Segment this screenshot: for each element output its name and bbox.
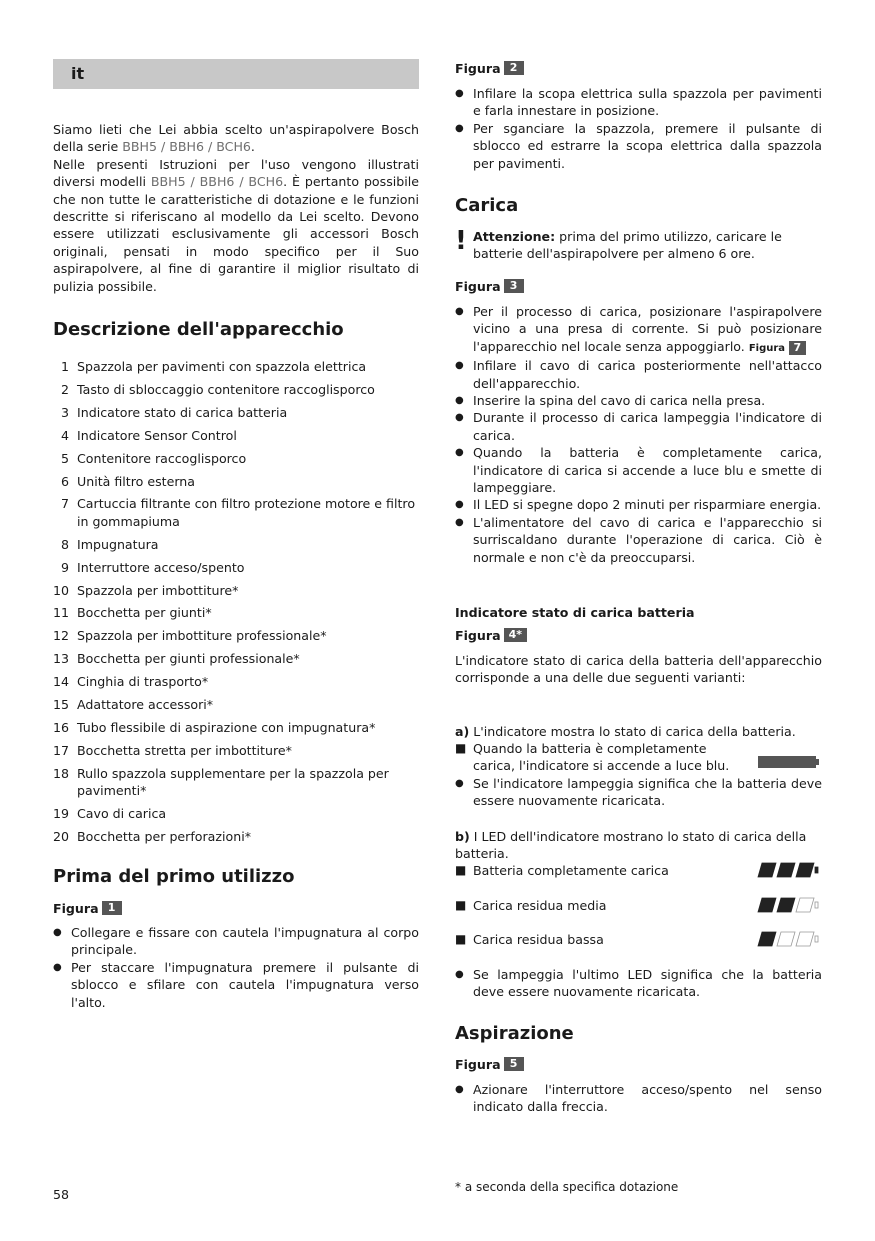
item-text: Bocchetta per perforazioni* <box>77 829 251 845</box>
led-segment-on <box>758 898 776 912</box>
parts-list-item <box>53 765 419 800</box>
parts-list-item <box>53 828 419 845</box>
item-number: 19 <box>53 806 70 822</box>
led-segment-on <box>758 863 776 877</box>
item-text: Cavo di carica <box>77 806 167 822</box>
item-number: 1 <box>60 359 69 374</box>
led-segment-on <box>777 898 795 912</box>
item-text: Spazzola per pavimenti con spazzola elettrica <box>77 359 367 374</box>
bullet-item: ● Se l'indicatore lampeggia significa che la batteria deve essere nuovamente ricaricata. <box>455 775 822 810</box>
aspirazione-bullets <box>455 1081 822 1116</box>
figure-number-box: 3 <box>504 279 524 293</box>
item-text: Adattatore accessori* <box>77 697 214 713</box>
led-segment-on <box>796 863 814 877</box>
item-text: Indicatore Sensor Control <box>77 427 237 443</box>
parts-list-item <box>53 805 419 822</box>
item-number: 2 <box>60 381 69 397</box>
parts-list-item <box>53 381 419 398</box>
item-number: 13 <box>53 651 70 667</box>
parts-list-item <box>53 696 419 713</box>
figure-label: Figura <box>455 61 501 76</box>
item-number: 12 <box>53 628 70 644</box>
variant-label: a) <box>455 724 470 739</box>
intro-p2-rest: . È pertanto possibile che non tutte le caratteristiche di dotazione e le funzioni descritte si riferiscano al modello da Lei scelto. Devono essere utilizzati esclusivamente gli accessori Bosch originali, pensati in modo specifico per il Suo aspirapolvere, al fine di garantire il miglior risultato di pulizia possibile. <box>53 174 420 294</box>
item-text: Contenitore raccoglisporco <box>77 450 247 466</box>
square-bullet-icon: ■ <box>455 863 467 877</box>
item-text: Indicatore stato di carica batteria <box>77 404 288 420</box>
page-number: 58 <box>53 1187 70 1202</box>
battery-tip <box>816 759 819 765</box>
parts-list-item <box>53 673 419 690</box>
battery-tip <box>815 867 818 873</box>
parts-list-item <box>53 495 419 530</box>
figure-label: Figura <box>53 901 99 916</box>
warning-label: Attenzione: <box>473 229 556 244</box>
figure-ref-1 <box>53 900 419 917</box>
item-text: Tubo flessibile di aspirazione con impugnatura* <box>77 720 376 735</box>
figure-number-box: 1 <box>102 901 122 915</box>
figure-label: Figura <box>455 1057 501 1072</box>
parts-list-item <box>53 582 419 599</box>
footnote: * a seconda della specifica dotazione <box>455 1180 679 1194</box>
bullet-item: ● Quando la batteria è completamente carica, l'indicatore di carica si accende a luce blu e smette di lampeggiare. <box>455 444 822 496</box>
item-text: Rullo spazzola supplementare per la spazzola per pavimenti* <box>77 765 389 799</box>
warning-text <box>455 228 822 263</box>
figure-ref-4 <box>455 627 822 644</box>
parts-list-item <box>53 604 419 621</box>
item-number: 9 <box>60 559 69 575</box>
battery-indicator-blue <box>758 755 818 769</box>
section-title-prima: Prima del primo utilizzo <box>53 866 295 887</box>
item-number: 4 <box>60 427 69 443</box>
battery-level-row <box>455 862 822 879</box>
inline-figure-ref <box>748 340 806 354</box>
parts-list-item <box>53 450 419 467</box>
intro-p1: Siamo lieti che Lei abbia scelto un'aspirapolvere Bosch della serie <box>53 122 419 155</box>
parts-list-item <box>53 358 419 375</box>
item-number: 3 <box>60 404 69 420</box>
figure-number-box: 5 <box>504 1057 524 1071</box>
figure-number-box: 4* <box>504 628 527 642</box>
item-text: Cartuccia filtrante con filtro protezione motore e filtro in gommapiuma <box>77 496 416 529</box>
figure-ref-2 <box>455 60 822 77</box>
led-segment-off <box>777 932 795 946</box>
parts-list-item <box>53 404 419 421</box>
item-number: 17 <box>53 742 70 758</box>
item-text: Interruttore acceso/spento <box>77 559 245 575</box>
led-segment-off <box>796 932 814 946</box>
bullet-item: ● Collegare e fissare con cautela l'impugnatura al corpo principale. <box>53 924 419 959</box>
model-names: BBH5 / BBH6 / BCH6 <box>122 139 251 155</box>
level-text: Carica residua bassa <box>473 932 604 947</box>
item-text: Impugnatura <box>77 536 159 552</box>
variant-text: I LED dell'indicatore mostrano lo stato di carica della batteria. <box>455 829 807 862</box>
figure-label: Figura <box>455 279 501 294</box>
item-text: Cinghia di trasporto* <box>77 674 209 690</box>
led-segment-on <box>777 863 795 877</box>
battery-level-row <box>455 931 822 948</box>
item-number: 11 <box>53 605 70 621</box>
indicator-intro: L'indicatore stato di carica della batteria dell'apparecchio corrisponde a una delle due seguenti varianti: <box>455 653 822 686</box>
variant-b-note <box>455 966 822 1001</box>
item-number: 14 <box>53 674 70 690</box>
bullet-item: ● Per staccare l'impugnatura premere il pulsante di sblocco e sfilare con cautela l'impugnatura verso l'alto. <box>53 959 419 1011</box>
bullet-item: ● Inserire la spina del cavo di carica nella presa. <box>455 392 822 409</box>
battery-level-row <box>455 897 822 914</box>
parts-list <box>53 358 419 851</box>
item-number: 10 <box>53 582 70 598</box>
battery-segments-icon <box>757 862 819 878</box>
item-number: 15 <box>53 697 70 713</box>
bullet-item: ● Il LED si spegne dopo 2 minuti per risparmiare energia. <box>455 496 822 513</box>
battery-segments-icon <box>757 931 819 947</box>
intro-text <box>53 121 419 295</box>
item-number: 20 <box>53 829 70 845</box>
intro-p2: Nelle presenti Istruzioni per l'uso vengono illustrati diversi modelli <box>53 156 419 190</box>
item-number: 6 <box>60 473 69 489</box>
figure-ref-5 <box>455 1056 822 1073</box>
item-number: 5 <box>60 450 69 466</box>
item-number: 18 <box>53 765 70 781</box>
section-title-descrizione: Descrizione dell'apparecchio <box>53 319 344 340</box>
bullet-text: Per il processo di carica, posizionare l'aspirapolvere vicino a una presa di corrente. Si può posizionare l'apparecchio nel locale senza appoggiarlo. <box>473 304 822 354</box>
figure-ref-3 <box>455 278 822 295</box>
bullet-item: ● Durante il processo di carica lampeggia l'indicatore di carica. <box>455 409 822 444</box>
warning-body: prima del primo utilizzo, caricare le batterie dell'aspirapolvere per almeno 6 ore. <box>473 229 782 262</box>
variant-label: b) <box>455 829 470 844</box>
led-segment-on <box>758 932 776 946</box>
item-text: Bocchetta per giunti professionale* <box>77 651 300 667</box>
level-text: Carica residua media <box>473 898 607 913</box>
square-bullet-icon: ■ <box>455 898 467 912</box>
intro-p1-end: . <box>250 139 255 155</box>
level-text: Batteria completamente carica <box>473 863 669 878</box>
parts-list-item <box>53 473 419 490</box>
bullet-text: Quando la batteria è completamente carica, l'indicatore si accende a luce blu. <box>473 741 730 774</box>
item-text: Unità filtro esterna <box>77 473 195 489</box>
indicator-title: Indicatore stato di carica batteria <box>455 605 695 620</box>
parts-list-item <box>53 742 419 759</box>
figure-label: Figura <box>455 628 501 643</box>
parts-list-item <box>53 536 419 553</box>
variant-text: L'indicatore mostra lo stato di carica della batteria. <box>469 724 796 739</box>
bullet-item: ● Azionare l'interruttore acceso/spento nel senso indicato dalla freccia. <box>455 1081 822 1116</box>
figure-number-box: 2 <box>504 61 524 75</box>
section-title-carica: Carica <box>455 195 519 216</box>
battery-segments-icon <box>757 897 819 913</box>
parts-list-item <box>53 559 419 576</box>
carica-bullets <box>455 303 822 566</box>
first-use-bullets <box>53 924 419 1011</box>
battery-bar-icon <box>758 755 822 769</box>
bullet-item: ● Infilare la scopa elettrica sulla spazzola per pavimenti e farla innestare in posizione. <box>455 85 822 120</box>
square-bullet-icon: ■ <box>455 932 467 946</box>
item-text: Bocchetta stretta per imbottiture* <box>77 742 292 758</box>
bullet-item: ● Se lampeggia l'ultimo LED significa che la batteria deve essere nuovamente ricaricata. <box>455 966 822 1001</box>
item-text: Tasto di sbloccaggio contenitore raccoglisporco <box>77 381 375 397</box>
figure-number-box: 7 <box>789 341 807 355</box>
parts-list-item <box>53 719 419 736</box>
item-number: 8 <box>60 536 69 552</box>
fig2-bullets <box>455 85 822 172</box>
bullet-item <box>455 303 822 357</box>
item-text: Spazzola per imbottiture professionale* <box>77 628 327 644</box>
led-segment-off <box>796 898 814 912</box>
warning-note <box>455 228 822 263</box>
battery-tip <box>815 936 818 942</box>
item-number: 16 <box>53 720 70 735</box>
parts-list-item <box>53 650 419 667</box>
parts-list-item <box>53 627 419 644</box>
item-text: Spazzola per imbottiture* <box>77 582 239 598</box>
variant-a-list <box>455 740 822 810</box>
variant-b <box>455 828 822 863</box>
item-number: 7 <box>60 496 69 512</box>
item-text: Bocchetta per giunti* <box>77 605 212 621</box>
variant-a <box>455 723 822 740</box>
model-names-2: BBH5 / BBH6 / BCH6 <box>150 174 284 190</box>
bullet-item: ● Infilare il cavo di carica posteriormente nell'attacco dell'apparecchio. <box>455 357 822 392</box>
figure-label: Figura <box>748 342 786 354</box>
bullet-item: ● Per sganciare la spazzola, premere il pulsante di sblocco ed estrarre la scopa elettrica dalla spazzola per pavimenti. <box>455 120 822 172</box>
bullet-item: ● L'alimentatore del cavo di carica e l'apparecchio si surriscaldano durante l'operazione di carica. Ciò è normale e non c'è da preoccuparsi. <box>455 514 822 566</box>
battery-body <box>758 756 816 768</box>
language-tag: it <box>53 59 419 89</box>
section-title-aspirazione: Aspirazione <box>455 1023 574 1044</box>
battery-tip <box>815 902 818 908</box>
parts-list-item <box>53 427 419 444</box>
warning-icon: ! <box>455 226 467 256</box>
